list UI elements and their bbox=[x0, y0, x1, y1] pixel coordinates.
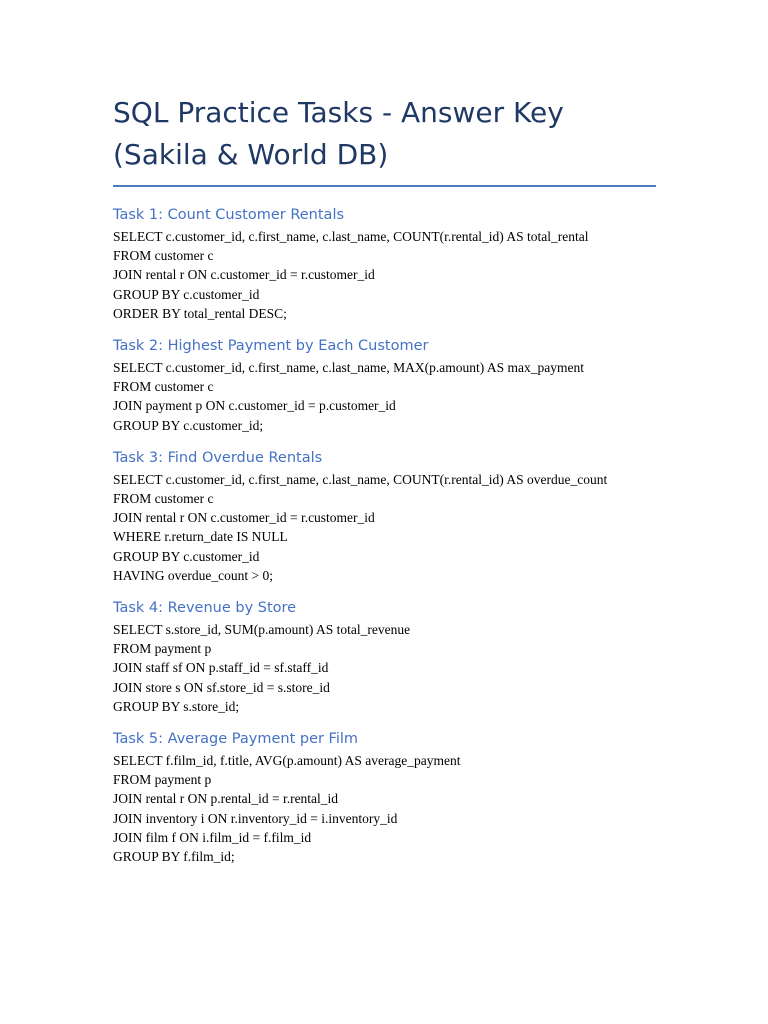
sql-line: FROM payment p bbox=[113, 641, 212, 657]
sql-code-block bbox=[113, 227, 656, 323]
sql-line: GROUP BY c.customer_id; bbox=[113, 417, 264, 433]
sql-line: GROUP BY s.store_id; bbox=[113, 698, 240, 714]
sql-code-block bbox=[113, 620, 656, 716]
sql-line: FROM payment p bbox=[113, 772, 212, 788]
sql-line: JOIN inventory i ON r.inventory_id = i.inventory_id bbox=[113, 810, 398, 826]
sql-line: GROUP BY c.customer_id bbox=[113, 286, 260, 302]
sql-line: FROM customer c bbox=[113, 491, 214, 507]
task-3-section bbox=[113, 447, 656, 585]
task-heading: Task 2: Highest Payment by Each Customer bbox=[113, 338, 429, 355]
sql-line: WHERE r.return_date IS NULL bbox=[113, 529, 288, 545]
task-heading: Task 5: Average Payment per Film bbox=[113, 731, 359, 748]
sql-line: SELECT c.customer_id, c.first_name, c.last_name, MAX(p.amount) AS max_payment bbox=[113, 360, 585, 376]
sql-line: ORDER BY total_rental DESC; bbox=[113, 305, 287, 321]
sql-line: FROM customer c bbox=[113, 248, 214, 264]
title-divider bbox=[113, 185, 656, 187]
sql-line: JOIN store s ON sf.store_id = s.store_id bbox=[113, 679, 330, 695]
sql-code-block bbox=[113, 751, 656, 866]
sql-line: FROM customer c bbox=[113, 379, 214, 395]
sql-line: JOIN rental r ON p.rental_id = r.rental_id bbox=[113, 791, 339, 807]
sql-line: HAVING overdue_count > 0; bbox=[113, 567, 273, 583]
sql-line: GROUP BY c.customer_id bbox=[113, 548, 260, 564]
task-2-section bbox=[113, 335, 656, 435]
task-heading: Task 1: Count Customer Rentals bbox=[113, 207, 345, 223]
task-heading: Task 3: Find Overdue Rentals bbox=[113, 449, 323, 466]
sql-line: GROUP BY f.film_id; bbox=[113, 849, 235, 865]
task-4-section bbox=[113, 597, 656, 716]
sql-line: SELECT c.customer_id, c.first_name, c.last_name, COUNT(r.rental_id) AS overdue_count bbox=[113, 471, 608, 487]
sql-line: SELECT f.film_id, f.title, AVG(p.amount) AS average_payment bbox=[113, 753, 461, 769]
sql-line: JOIN staff sf ON p.staff_id = sf.staff_id bbox=[113, 660, 329, 676]
sql-line: JOIN rental r ON c.customer_id = r.customer_id bbox=[113, 510, 375, 526]
sql-line: JOIN film f ON i.film_id = f.film_id bbox=[113, 829, 312, 845]
task-heading: Task 4: Revenue by Store bbox=[113, 600, 297, 617]
document-page bbox=[113, 92, 656, 878]
sql-line: SELECT s.store_id, SUM(p.amount) AS total_revenue bbox=[113, 622, 411, 638]
sql-line: SELECT c.customer_id, c.first_name, c.last_name, COUNT(r.rental_id) AS total_rental bbox=[113, 229, 589, 244]
document-title: SQL Practice Tasks - Answer Key (Sakila & World DB) bbox=[113, 96, 564, 171]
sql-code-block bbox=[113, 470, 656, 585]
task-5-section bbox=[113, 728, 656, 866]
sql-line: JOIN payment p ON c.customer_id = p.customer_id bbox=[113, 398, 396, 414]
task-1-section bbox=[113, 204, 656, 323]
sql-line: JOIN rental r ON c.customer_id = r.customer_id bbox=[113, 267, 375, 283]
sql-code-block bbox=[113, 358, 656, 435]
